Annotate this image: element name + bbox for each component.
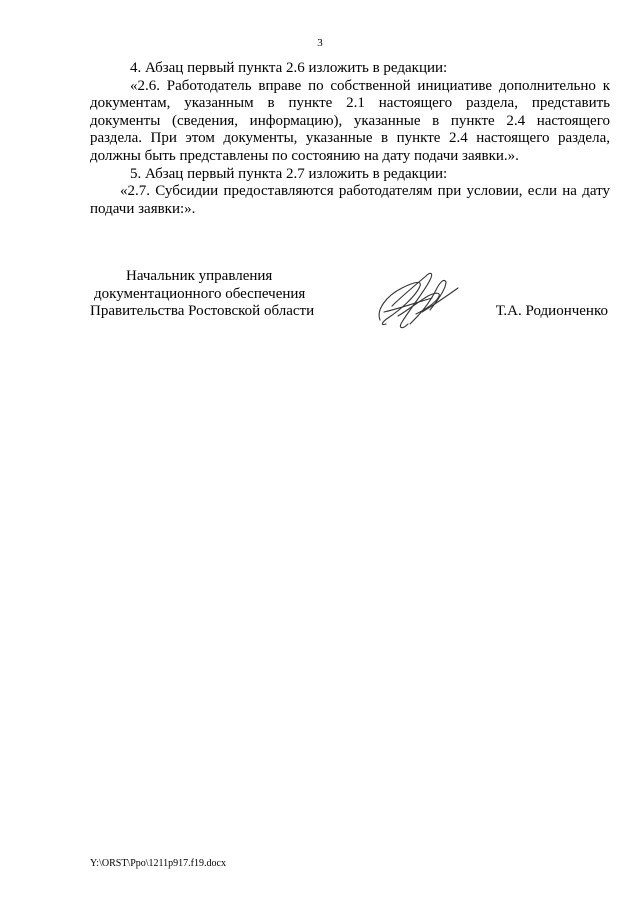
- paragraph-item-4: 4. Абзац первый пункта 2.6 изложить в редакции:: [130, 60, 448, 76]
- document-body: [90, 60, 610, 218]
- signatory-title-line1: Начальник управления: [126, 268, 273, 284]
- handwritten-signature: [372, 266, 460, 336]
- signatory-title: [90, 268, 330, 321]
- signatory-title-line3: Правительства Ростовской области: [90, 303, 315, 320]
- paragraph-quote-2-7: «2.7. Субсидии предоставляются работодателям при условии, если на дату подачи заявки:».: [90, 183, 610, 217]
- signatory-title-line2: документационного обеспечения: [94, 285, 306, 302]
- paragraph-quote-2-6: «2.6. Работодатель вправе по собственной инициативе дополнительно к документам, указанным в пункте 2.1 настоящего раздела, представить документы (сведения, информацию), указанные в пункте 2.4 настоящего раздела. При этом документы, указанные в пункте 2.4 настоящего раздела, должны быть представлены по состоянию на дату подачи заявки.».: [90, 77, 610, 164]
- signer-name: Т.А. Родионченко: [495, 303, 608, 319]
- page-number: 3: [317, 37, 323, 49]
- footer-file-path: Y:\ORST\Ppo\1211p917.f19.docx: [90, 858, 226, 869]
- paragraph-item-5: 5. Абзац первый пункта 2.7 изложить в редакции:: [130, 165, 448, 182]
